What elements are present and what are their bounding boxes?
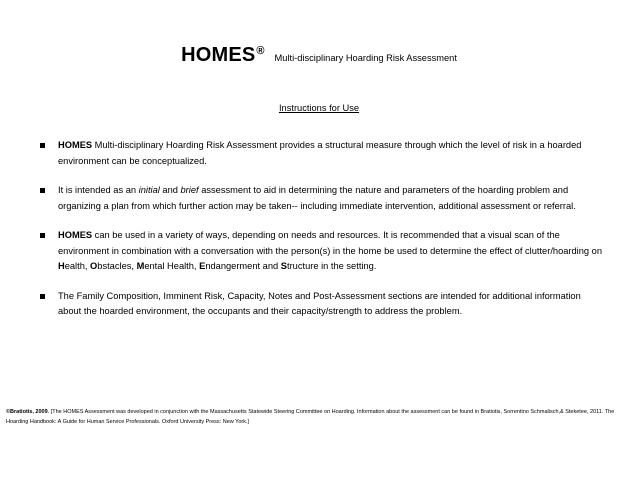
- acronym-letter-s: S: [280, 261, 287, 271]
- homes-label: HOMES: [58, 140, 93, 150]
- acronym-letter-e: E: [199, 261, 206, 271]
- copyright-notice: ©Bratiotis, 2009: [6, 409, 48, 415]
- instructions-heading: Instructions for Use: [278, 103, 360, 113]
- square-bullet-icon: [40, 143, 45, 148]
- bullet-text: assessment to aid in determining the nature and parameters of the hoarding problem and organizing a plan from which further action may be taken-- including immediate intervention, additional assessment or referral.: [58, 185, 576, 211]
- bullet-text: and: [159, 185, 181, 195]
- bullet-text: Multi-disciplinary Hoarding Risk Assessment provides a structural measure through which the level of risk in a hoarded environment can be conceptualized.: [58, 140, 582, 166]
- registered-mark: ®: [256, 45, 265, 57]
- acronym-letter-h: H: [58, 261, 65, 271]
- emphasis-initial: initial: [138, 185, 160, 195]
- list-item: [40, 138, 605, 169]
- footer-citation: [6, 407, 628, 427]
- acronym-letter-o: O: [90, 261, 98, 271]
- instructions-list: [40, 138, 605, 334]
- bullet-text: can be used in a variety of ways, depending on needs and resources. It is recommended that a visual scan of the environment in combination with a conversation with the person(s) in the home be used to determine the effect of clutter/hoarding on: [58, 230, 603, 256]
- bullet-text: bstacles,: [97, 261, 137, 271]
- document-header: [0, 44, 638, 67]
- citation-text: . [The HOMES Assessment was developed in conjunction with the Massachusetts Statewide Steering Committee on Hoarding. Information about the assessment can be found in Bratiotis, Sorrentino Schmalisch,& Steketee, 2011. The Hoarding Handbook: A Guide for Human Service Professionals. Oxford University Press: New York.]: [6, 409, 615, 425]
- document-subtitle: Multi-disciplinary Hoarding Risk Assessment: [274, 53, 457, 63]
- square-bullet-icon: [40, 233, 45, 238]
- square-bullet-icon: [40, 188, 45, 193]
- bullet-text: ndangerment and: [205, 261, 281, 271]
- homes-label: HOMES: [58, 230, 93, 240]
- bullet-text: The Family Composition, Imminent Risk, Capacity, Notes and Post-Assessment sections are intended for additional information about the hoarded environment, the occupants and their capacity/strength to address the problem.: [58, 290, 581, 316]
- square-bullet-icon: [40, 294, 45, 299]
- document-title: HOMES: [181, 44, 256, 66]
- bullet-text: ealth,: [64, 261, 91, 271]
- list-item: [40, 289, 605, 320]
- emphasis-brief: brief: [180, 185, 199, 195]
- bullet-text: ental Health,: [144, 261, 200, 271]
- acronym-letter-m: M: [136, 261, 145, 271]
- list-item: [40, 228, 605, 275]
- bullet-text: tructure in the setting.: [286, 261, 377, 271]
- list-item: [40, 183, 605, 214]
- bullet-text: It is intended as an: [58, 185, 139, 195]
